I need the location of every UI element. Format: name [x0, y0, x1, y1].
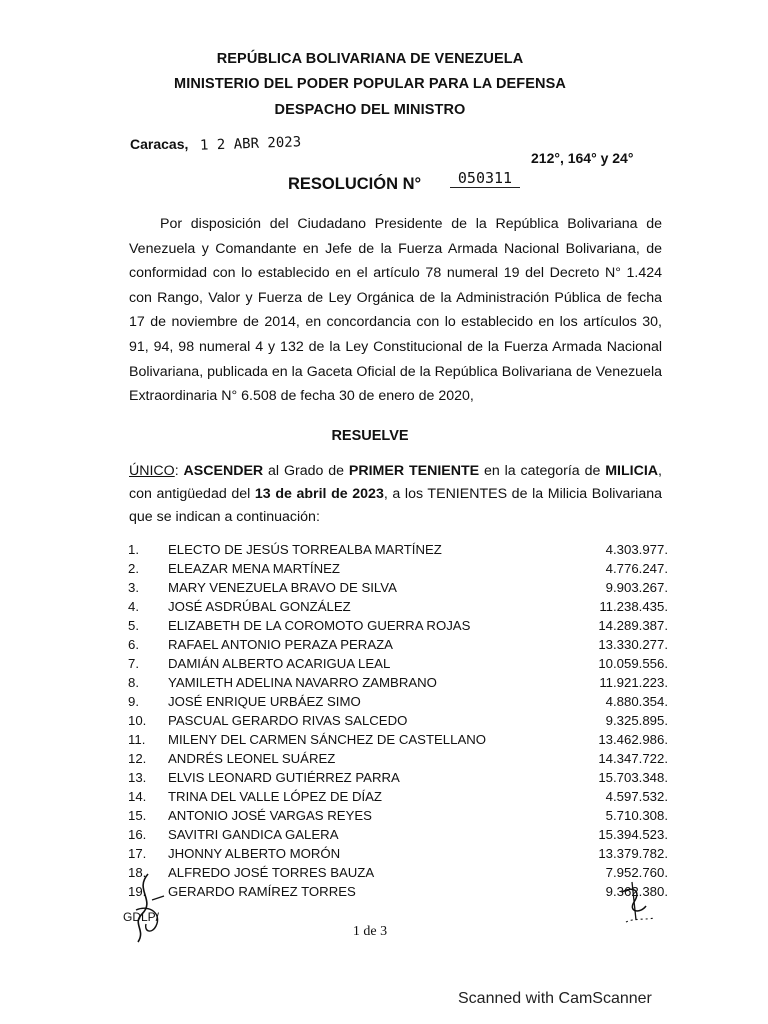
header-ministry: MINISTERIO DEL PODER POPULAR PARA LA DEFENSA [174, 76, 566, 92]
unico-text-2: en la categoría de [479, 463, 606, 479]
unico-paragraph [129, 460, 662, 529]
unico-label: ÚNICO [129, 463, 175, 479]
officer-id: 4.880.354. [605, 694, 668, 709]
place-label: Caracas, [130, 136, 189, 152]
list-item [128, 578, 668, 597]
officer-name: ELVIS LEONARD GUTIÉRREZ PARRA [168, 770, 400, 785]
list-item [128, 616, 668, 635]
header-republic: REPÚBLICA BOLIVARIANA DE VENEZUELA [216, 51, 524, 67]
list-item [128, 673, 668, 692]
list-item [128, 597, 668, 616]
list-item [128, 540, 668, 559]
item-number: 6. [128, 637, 139, 652]
item-number: 10. [128, 713, 147, 728]
officer-id: 9.903.267. [605, 580, 668, 595]
officer-id: 4.303.977. [605, 542, 668, 557]
officer-id: 11.238.435. [599, 599, 668, 614]
list-item [128, 863, 668, 882]
officer-name: SAVITRI GANDICA GALERA [168, 827, 339, 842]
item-number: 7. [128, 656, 139, 671]
officer-id: 13.379.782. [598, 846, 668, 861]
header-office: DESPACHO DEL MINISTRO [274, 102, 466, 118]
list-item [128, 749, 668, 768]
officer-name: TRINA DEL VALLE LÓPEZ DE DÍAZ [168, 789, 382, 804]
unico-verb: ASCENDER [183, 463, 264, 479]
officer-id: 14.347.722. [598, 751, 668, 766]
item-number: 19. [128, 884, 147, 899]
officer-id: 13.462.986. [598, 732, 668, 747]
list-item [128, 692, 668, 711]
page-number: 1 de 3 [352, 924, 388, 939]
list-item [128, 787, 668, 806]
item-number: 13. [128, 770, 147, 785]
officer-list [128, 540, 668, 901]
officer-name: PASCUAL GERARDO RIVAS SALCEDO [168, 713, 408, 728]
unico-rank: PRIMER TENIENTE [348, 463, 480, 479]
officer-name: ELIZABETH DE LA COROMOTO GUERRA ROJAS [168, 618, 471, 633]
officer-name: JOSÉ ENRIQUE URBÁEZ SIMO [168, 694, 361, 709]
officer-id: 11.921.223. [599, 675, 668, 690]
date-stamp: 1 2 ABR 2023 [199, 134, 302, 154]
officer-id: 5.710.308. [605, 808, 668, 823]
officer-id: 15.394.523. [598, 827, 668, 842]
resuelve-heading: RESUELVE [331, 428, 409, 444]
officer-name: RAFAEL ANTONIO PERAZA PERAZA [168, 637, 393, 652]
officer-id: 9.325.895. [605, 713, 668, 728]
unico-seniority-date: 13 de abril de 2023 [254, 486, 384, 502]
officer-name: GERARDO RAMÍREZ TORRES [168, 884, 356, 899]
officer-name: ELEAZAR MENA MARTÍNEZ [168, 561, 340, 576]
officer-id: 10.059.556. [598, 656, 668, 671]
officer-name: ALFREDO JOSÉ TORRES BAUZA [168, 865, 375, 880]
list-item [128, 711, 668, 730]
officer-id: 13.330.277. [598, 637, 668, 652]
officer-name: ELECTO DE JESÚS TORREALBA MARTÍNEZ [168, 542, 442, 557]
item-number: 9. [128, 694, 139, 709]
officer-name: DAMIÁN ALBERTO ACARIGUA LEAL [168, 656, 391, 671]
item-number: 11. [128, 732, 146, 747]
list-item [128, 768, 668, 787]
list-item [128, 559, 668, 578]
item-number: 18. [128, 865, 147, 880]
item-number: 12. [128, 751, 147, 766]
officer-name: ANDRÉS LEONEL SUÁREZ [168, 751, 336, 766]
list-item [128, 806, 668, 825]
officer-name: YAMILETH ADELINA NAVARRO ZAMBRANO [168, 675, 437, 690]
item-number: 4. [128, 599, 139, 614]
item-number: 15. [128, 808, 147, 823]
officer-id: 15.703.348. [598, 770, 668, 785]
resolution-number: 050311 [450, 169, 520, 188]
list-item [128, 730, 668, 749]
item-number: 5. [128, 618, 139, 633]
item-number: 17. [128, 846, 147, 861]
unico-text-4: , a los TENIENTES de la Milicia Bolivariana que se indican a continuación: [129, 486, 662, 525]
resolution-label: RESOLUCIÓN N° [288, 175, 422, 193]
list-item [128, 825, 668, 844]
scanner-watermark: Scanned with CamScanner [458, 990, 652, 1007]
preamble-paragraph: Por disposición del Ciudadano Presidente de la República Bolivariana de Venezuela y Comandante en Jefe de la Fuerza Armada Nacional Bolivariana, de conformidad con lo establecido en el artículo 78 numeral 19 del Decreto N° 1.424 con Rango, Valor y Fuerza de Ley Orgánica de la Administración Pública de fecha 17 de noviembre de 2014, en concordancia con lo establecido en los artículos 30, 91, 94, 98 numeral 4 y 132 de la Ley Constitucional de la Fuerza Armada Nacional Bolivariana, publicada en la Gaceta Oficial de la República Bolivariana de Venezuela Extraordinaria N° 6.508 de fecha 30 de enero de 2020, [129, 216, 662, 405]
officer-name: JHONNY ALBERTO MORÓN [168, 846, 341, 861]
list-item [128, 635, 668, 654]
item-number: 1. [128, 542, 139, 557]
drafter-initials: GDLP/ [123, 910, 160, 924]
list-item [128, 654, 668, 673]
officer-name: MILENY DEL CARMEN SÁNCHEZ DE CASTELLANO [168, 732, 487, 747]
officer-id: 14.289.387. [598, 618, 668, 633]
patriotic-years: 212°, 164° y 24° [531, 150, 634, 166]
officer-id: 4.597.532. [605, 789, 668, 804]
officer-name: ANTONIO JOSÉ VARGAS REYES [168, 808, 372, 823]
item-number: 8. [128, 675, 139, 690]
item-number: 2. [128, 561, 139, 576]
officer-name: JOSÉ ASDRÚBAL GONZÁLEZ [168, 599, 351, 614]
list-item [128, 882, 668, 901]
item-number: 3. [128, 580, 139, 595]
unico-text-3: , con antigüedad del [129, 463, 662, 502]
officer-id: 4.776.247. [605, 561, 668, 576]
unico-category: MILICIA [605, 463, 659, 479]
officer-name: MARY VENEZUELA BRAVO DE SILVA [168, 580, 397, 595]
unico-text-1: al Grado de [263, 463, 349, 479]
list-item [128, 844, 668, 863]
officer-id: 9.362.380. [605, 884, 668, 899]
item-number: 16. [128, 827, 147, 842]
unico-colon: : [174, 463, 179, 479]
item-number: 14. [128, 789, 147, 804]
officer-id: 7.952.760. [605, 865, 668, 880]
